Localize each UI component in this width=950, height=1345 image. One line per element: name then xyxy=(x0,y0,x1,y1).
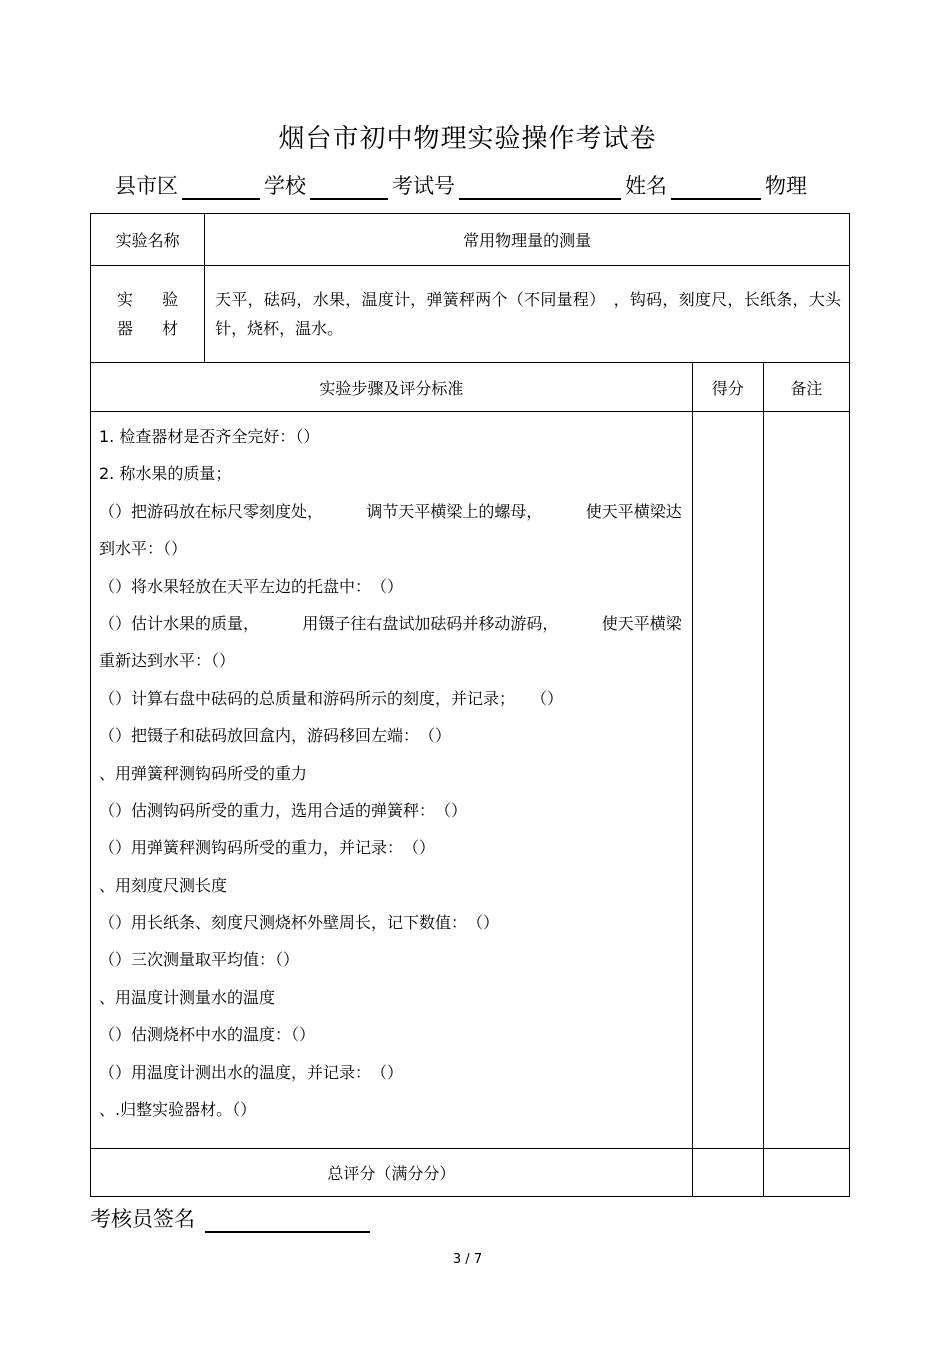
examiner-signature-line xyxy=(90,1203,374,1233)
header-info-line xyxy=(115,170,845,200)
step-line-15: 、用温度计测量水的温度 xyxy=(99,987,276,1007)
page-title: 烟台市初中物理实验操作考试卷 xyxy=(278,124,657,154)
total-row xyxy=(91,1149,850,1197)
step-line-16: （）估测烧杯中水的温度：（） xyxy=(99,1025,316,1045)
step-line-17: （）用温度计测出水的温度，并记录： （） xyxy=(99,1062,404,1082)
step-line-11: （）用弹簧秤测钩码所受的重力，并记录： （） xyxy=(99,838,436,858)
total-remark-cell[interactable] xyxy=(763,1149,849,1197)
step-line-12: 、用刻度尺测长度 xyxy=(99,875,228,895)
page-number: 3 / 7 xyxy=(452,1252,483,1267)
step-line-5-part-2: 使天平横梁 xyxy=(601,613,682,633)
step-line-5-part-1: 用镊子往右盘试加砝码并移动游码， xyxy=(302,613,559,633)
step-line-10: （）估测钩码所受的重力，选用合适的弹簧秤： （） xyxy=(99,800,468,820)
experiment-name-label: 实验名称 xyxy=(91,214,205,266)
total-score-cell[interactable] xyxy=(692,1149,763,1197)
step-line-3: 到水平：（） xyxy=(99,539,188,559)
name-blank[interactable] xyxy=(671,172,761,200)
exam-table xyxy=(90,213,850,1197)
county-label: 县市区 xyxy=(115,174,178,198)
step-line-4: （）将水果轻放在天平左边的托盘中： （） xyxy=(99,576,404,596)
experiment-name-value: 常用物理量的测量 xyxy=(205,214,850,266)
step-line-7: （）计算右盘中砝码的总质量和游码所示的刻度，并记录； （） xyxy=(99,688,564,708)
score-header: 得分 xyxy=(692,363,763,412)
step-line-2 xyxy=(99,493,682,530)
step-line-5-part-0: （）估计水果的质量， xyxy=(99,613,260,633)
steps-header-row xyxy=(91,363,850,412)
step-line-2-part-0: （）把游码放在标尺零刻度处， xyxy=(99,501,324,521)
equipment-label-line1: 实 验 xyxy=(117,290,191,309)
step-line-6: 重新达到水平：（） xyxy=(99,651,236,671)
remark-header: 备注 xyxy=(763,363,849,412)
steps-list xyxy=(91,412,693,1149)
school-label: 学校 xyxy=(264,174,306,198)
school-blank[interactable] xyxy=(310,172,388,200)
step-line-13: （）用长纸条、刻度尺测烧杯外壁周长，记下数值： （） xyxy=(99,913,500,933)
equipment-label-line2: 器 材 xyxy=(117,319,191,338)
name-label: 姓名 xyxy=(625,174,667,198)
equipment-row xyxy=(91,266,850,363)
subject-label: 物理 xyxy=(765,174,807,198)
step-line-0: 1. 检查器材是否齐全完好：（） xyxy=(99,427,320,446)
remark-cell[interactable] xyxy=(763,412,849,1149)
step-line-2-part-1: 调节天平横梁上的螺母， xyxy=(366,501,543,521)
step-line-8: （）把镊子和砝码放回盒内，游码移回左端： （） xyxy=(99,726,452,746)
step-line-5 xyxy=(99,605,682,642)
step-line-9: 、用弹簧秤测钩码所受的重力 xyxy=(99,763,308,783)
equipment-label xyxy=(91,266,205,363)
step-line-2-part-2: 使天平横梁达 xyxy=(585,501,682,521)
examiner-signature-label: 考核员签名 xyxy=(90,1207,195,1231)
equipment-value: 天平，砝码，水果，温度计，弹簧秤两个（不同量程） ，钩码，刻度尺，长纸条，大头针，烧杯，温水。 xyxy=(205,266,850,363)
step-line-1: 2. 称水果的质量； xyxy=(99,464,232,484)
score-cell[interactable] xyxy=(692,412,763,1149)
experiment-name-row xyxy=(91,214,850,266)
exam-no-blank[interactable] xyxy=(459,172,621,200)
step-line-14: （）三次测量取平均值：（） xyxy=(99,950,300,970)
steps-header: 实验步骤及评分标准 xyxy=(91,363,693,412)
step-line-18: 、.归整实验器材。（） xyxy=(99,1100,257,1120)
exam-no-label: 考试号 xyxy=(392,174,455,198)
total-score-label: 总评分（满分分） xyxy=(91,1149,693,1197)
steps-body-row xyxy=(91,412,850,1149)
examiner-signature-blank[interactable] xyxy=(205,1205,370,1233)
county-blank[interactable] xyxy=(182,172,260,200)
